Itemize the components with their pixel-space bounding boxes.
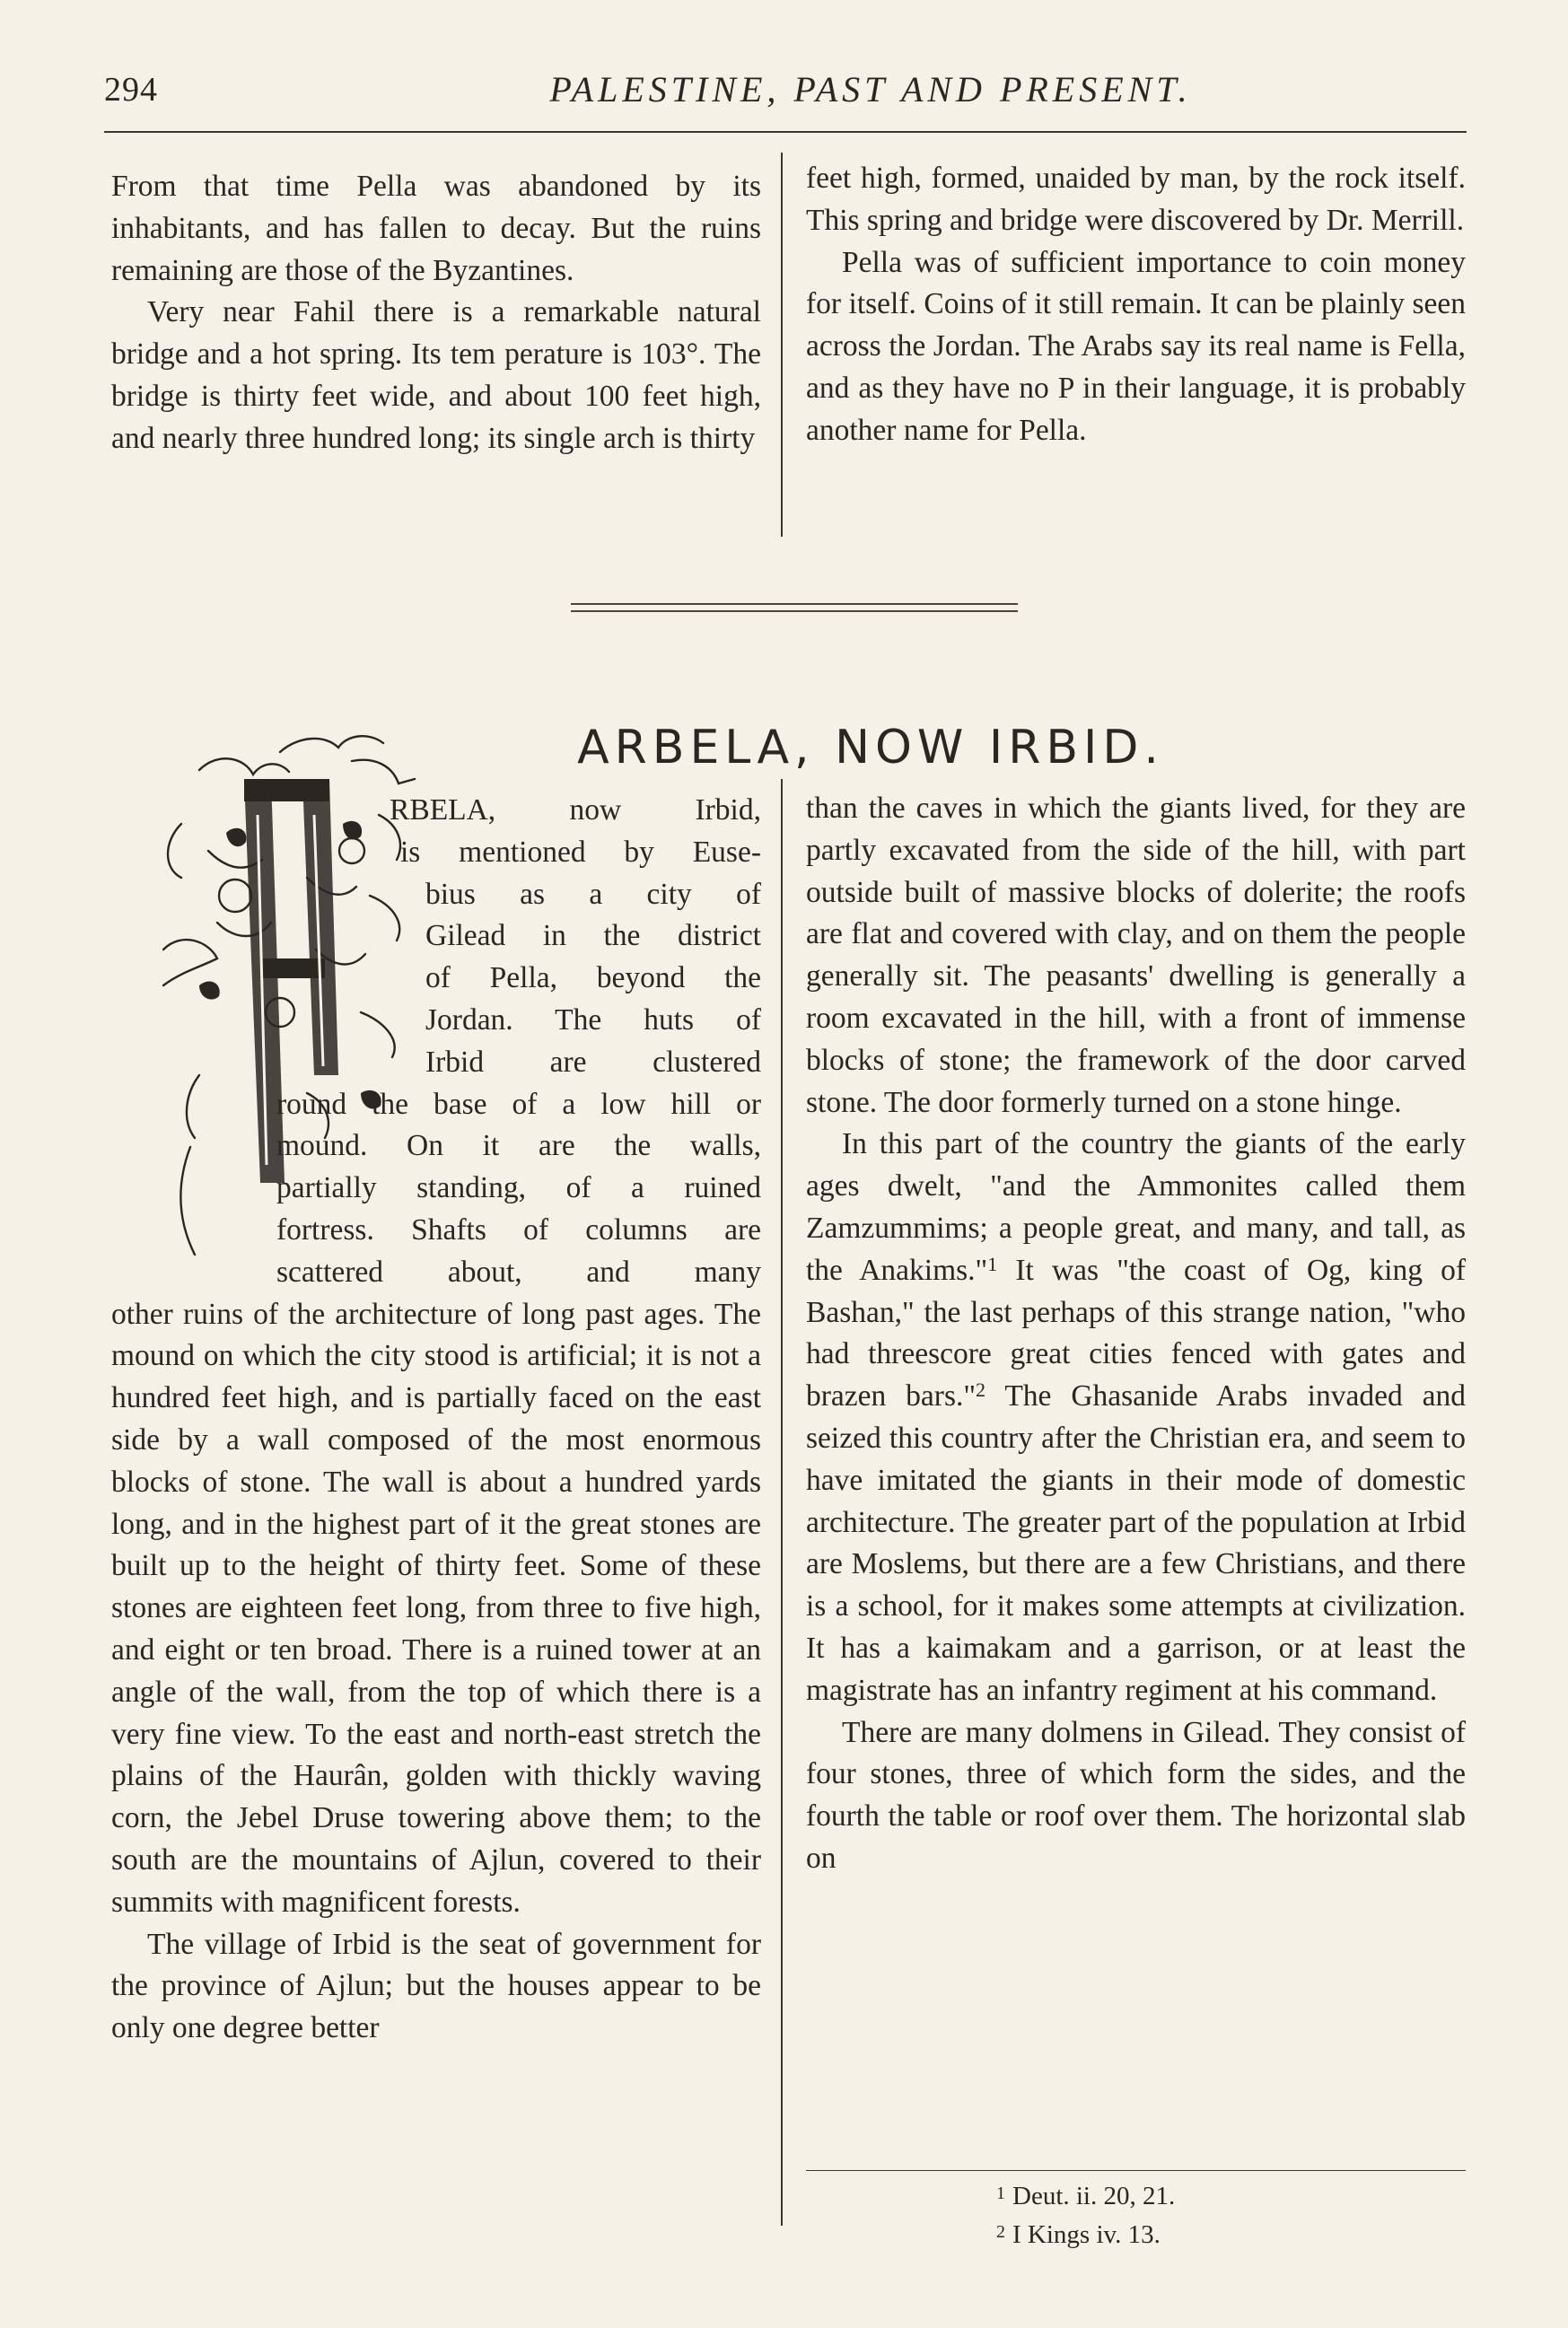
section-divider — [571, 603, 1018, 605]
paragraph: feet high, formed, unaided by man, by the rock itself. This spring and bridge were discovered by Dr. Merrill. — [806, 162, 1466, 237]
footnote-text: I Kings iv. 13. — [1012, 2220, 1161, 2249]
text-line: of Pella, beyond the — [425, 961, 761, 995]
paragraph: The village of Irbid is the seat of government for the province of Ajlun; but the houses appear to be only one degree better — [111, 1927, 761, 2045]
text-line: Irbid are clustered — [425, 1045, 761, 1079]
text-line: is mentioned by Euse- — [400, 835, 761, 869]
running-title: PALESTINE, PAST AND PRESENT. — [549, 69, 1192, 109]
paragraph: From that time Pella was abandoned by its inhabitants, and has fallen to decay. But the ruins remaining are those of the Byzantines. — [111, 170, 761, 287]
paragraph: Pella was of sufficient importance to coin money for itself. Coins of it still remain. It can be plainly seen across the Jordan. The Arabs say its real name is Fella, and as they have no P in their language, it is probably another name for Pella. — [806, 245, 1466, 447]
top-right-column — [806, 158, 1466, 452]
text-line: RBELA, now Irbid, — [390, 793, 761, 827]
footnote-reference: 2 — [976, 1378, 986, 1402]
footnote-text: Deut. ii. 20, 21. — [1012, 2182, 1176, 2210]
footnote-reference: 1 — [987, 1252, 998, 1275]
paragraph-text: It was "the coast of Og, king of Bashan," the last perhaps of this strange nation, "who had threescore great cities fenced with gates and brazen bars." — [806, 1253, 1466, 1413]
footnote-marker: 2 — [996, 2222, 1005, 2242]
top-left-column — [111, 166, 761, 460]
footnote — [996, 2214, 1175, 2253]
paragraph: than the caves in which the giants lived, for they are partly excavated from the side of the hill, with part outside built of massive blocks of dolerite; the roofs are flat and covered with clay, and on them the people generally sit. The peasants' dwelling is generally a room excavated in the hill, with a front of immense blocks of stone; the framework of the door carved stone. The door formerly turned on a stone hinge. — [806, 792, 1466, 1119]
section-title: ARBELA, NOW IRBID. — [577, 720, 1164, 775]
text-line: partially standing, of a ruined — [276, 1171, 761, 1205]
paragraph-text: The Ghasanide Arabs invaded and seized this country after the Christian era, and seem to have imitated the giants in their mode of domestic architecture. The greater part of the population at Irbid are Moslems, but there are a few Christians, and there is a school, for it makes some attempts at civilization. It has a kaimakam and a garrison, or at least the magistrate has an infantry regiment at his command. — [806, 1379, 1466, 1707]
text-line: round the base of a low hill or — [276, 1087, 761, 1121]
column-rule — [781, 153, 783, 537]
text-line: Jordan. The huts of — [425, 1002, 761, 1037]
paragraph: There are many dolmens in Gilead. They consist of four stones, three of which form the sides, and the fourth the table or roof over them. The horizontal slab on — [806, 1715, 1466, 1875]
text-line: Gilead in the district — [425, 919, 761, 953]
page-number: 294 — [104, 71, 158, 109]
paragraph: other ruins of the architecture of long past ages. The mound on which the city stood is artificial; it is not a hundred feet high, and is partially faced on the east side by a wall composed of the most enormous blocks of stone. The wall is about a hundred yards long, and in the highest part of it the great stones are built up to the height of thirty feet. Some of these stones are eighteen feet long, from three to five high, and eight or ten broad. There is a ruined tower at an angle of the wall, from the top of which there is a very fine view. To the east and north-east stretch the plains of the Haurân, golden with thickly waving corn, the Jebel Druse towering above them; to the south are the mountains of Ajlun, covered to their summits with magnificent forests. — [111, 1297, 761, 1919]
footnotes — [996, 2175, 1175, 2253]
text-line: bius as a city of — [425, 877, 761, 911]
section-divider — [571, 610, 1018, 612]
paragraph: Very near Fahil there is a remarkable natural bridge and a hot spring. Its tem perature is 103°. The bridge is thirty feet wide, and about 100 feet high, and nearly three hundred long; its single arch is thirty — [111, 295, 761, 455]
text-line: fortress. Shafts of columns are — [276, 1212, 761, 1247]
footnote-rule — [806, 2170, 1466, 2171]
bottom-right-column — [806, 788, 1466, 1880]
footnote-marker: 1 — [996, 2184, 1005, 2203]
paragraph-text: In this part of the country the giants of the early ages dwelt, "and the Ammonites called them Zamzummims; a people great, and many, and tall, as the Anakims." — [806, 1127, 1466, 1287]
paragraph — [806, 1124, 1466, 1711]
text-line: scattered about, and many — [276, 1255, 761, 1289]
bottom-left-column — [111, 790, 761, 2050]
initial-wrapped-text — [390, 790, 761, 1084]
text-line: mound. On it are the walls, — [276, 1129, 761, 1163]
footnote — [996, 2175, 1175, 2214]
indented-text — [276, 1084, 761, 1294]
column-rule — [781, 779, 783, 2226]
header-rule — [104, 131, 1467, 133]
